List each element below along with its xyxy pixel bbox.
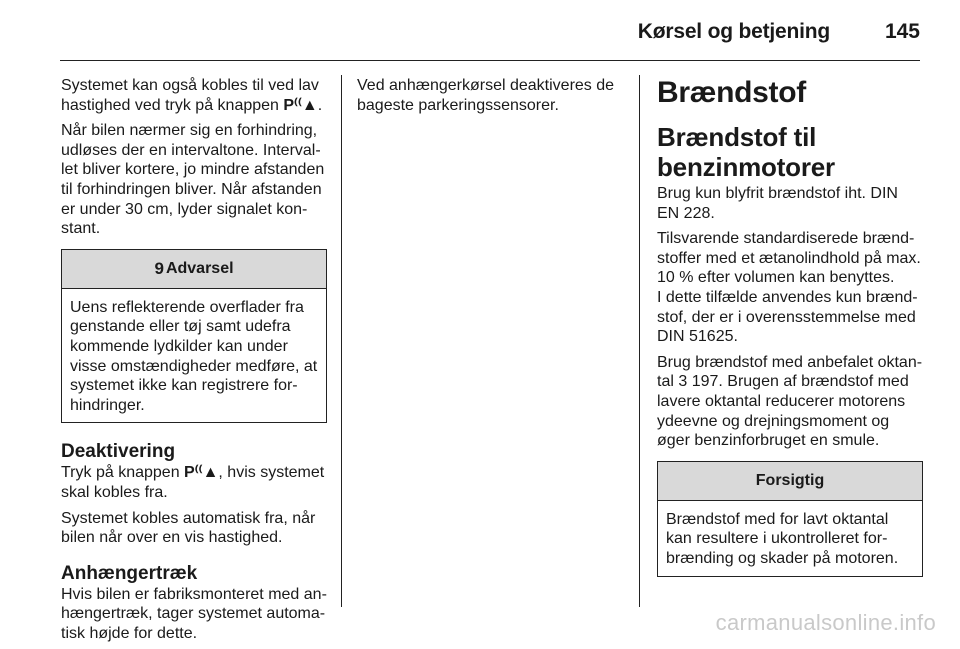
- paragraph-trailer: Hvis bilen er fabriksmonteret med anhængertræk, tager systemet automatisk højde for dette.: [61, 585, 327, 642]
- warning-body: Uens reflekterende overflader fra genstande eller tøj samt udefra kommende lydkilder kan under visse omstændigheder medføre, at systemet ikke kan registrere forhindringer.: [70, 298, 318, 414]
- text: , hvis systemet skal kobles fra.: [61, 464, 325, 501]
- paragraph-auto-deactivation: Systemet kobles automatisk fra, når bilen når over en vis hastighed.: [61, 509, 316, 547]
- page-number: 145: [884, 20, 920, 43]
- text: Brug brændstof med anbefalet oktantal: [657, 353, 923, 391]
- caution-header: [658, 462, 922, 501]
- caution-box: [657, 461, 923, 577]
- column-1: [61, 76, 327, 649]
- parking-button-symbol: P⁽⁽▲: [283, 96, 318, 114]
- paragraph-interval-tone: Når bilen nærmer sig en forhindring, udløses der en intervaltone. Intervallet bliver kortere, jo mindre afstanden til forhindringen bliver. Når afstanden er under 30 cm, lyder signalet konstant.: [61, 122, 325, 238]
- column-divider-1: [341, 75, 342, 607]
- text: .: [317, 96, 323, 114]
- page-header-title: Kørsel og betjening: [637, 20, 830, 43]
- heading-trailer: Anhængertræk: [61, 562, 198, 584]
- paragraph-trailer-sensors: Ved anhængerkørsel deaktiveres de bageste parkeringssensorer.: [357, 77, 615, 114]
- parking-button-symbol: P⁽⁽▲: [184, 464, 219, 482]
- paragraph-ethanol: Tilsvarende standardiserede brændstoffer med et ætanolindhold på max. 10 % efter volumen kan benyttes.: [657, 230, 921, 287]
- paragraph-octane: [657, 353, 923, 451]
- header-rule: [60, 60, 920, 61]
- caution-title: Forsigtig: [755, 471, 825, 489]
- paragraph-low-speed-activation: [61, 76, 327, 115]
- text: 197. Brugen af brændstof med lavere oktantal reducerer motorens ydeevne og drejningsmoment og øger benzinforbruget en smule.: [657, 373, 909, 450]
- paragraph-unleaded: Brug kun blyfrit brændstof iht. DIN EN 228.: [657, 185, 898, 222]
- watermark: carmanualsonline.info: [715, 610, 936, 635]
- caution-body: Brændstof med for lavt oktantal kan resultere i ukontrolleret forbrænding og skader på motoren.: [666, 510, 899, 567]
- chapter-title: Brændstof: [657, 76, 806, 109]
- text: Tryk på knappen: [61, 464, 185, 482]
- warning-header: [62, 250, 326, 289]
- paragraph-din-51625: I dette tilfælde anvendes kun brændstof, der er i overensstemmelse med DIN 51625.: [657, 288, 918, 346]
- column-divider-2: [639, 75, 640, 607]
- column-2: [357, 76, 623, 121]
- paragraph-deactivate-button: [61, 463, 327, 502]
- warning-title: Advarsel: [165, 259, 234, 277]
- heading-deactivation: Deaktivering: [61, 441, 176, 463]
- column-3: [657, 76, 923, 577]
- warning-box: [61, 249, 327, 424]
- text: Systemet kan også kobles til ved lav hastighed ved tryk på knappen: [61, 77, 319, 114]
- section-title: Brændstof til benzinmotorer: [657, 122, 835, 182]
- warning-triangle-icon: 9: [154, 258, 164, 278]
- page-reference-arrow-icon: 3: [678, 373, 688, 391]
